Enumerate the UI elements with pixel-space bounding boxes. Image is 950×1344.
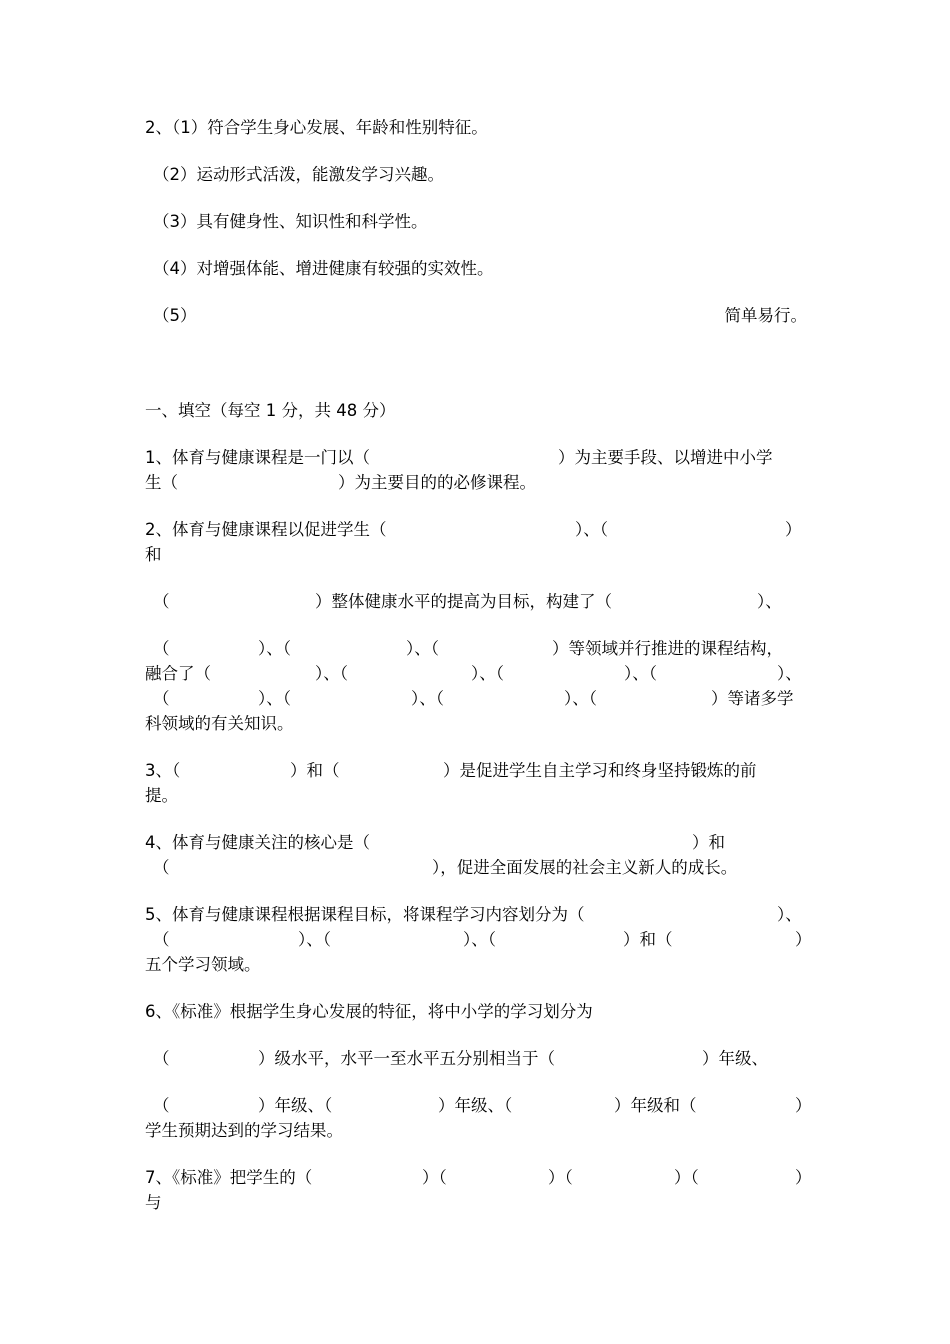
q2-text-i5: ）、 bbox=[777, 664, 802, 683]
q3-text-b: ）和（ bbox=[290, 761, 340, 780]
q2-line-2: 和 bbox=[145, 545, 162, 564]
q5-text-c1: （ bbox=[153, 930, 170, 949]
q2-text-h1: （ bbox=[153, 639, 170, 658]
q5-text-c3: ）、（ bbox=[463, 930, 496, 949]
q2-text-e: （ bbox=[153, 592, 170, 611]
criteria-item-5 bbox=[153, 304, 807, 328]
q2-text-g: ）、 bbox=[757, 592, 782, 611]
q1-line-1 bbox=[145, 446, 807, 470]
q2-text-b: ）、（ bbox=[575, 520, 608, 539]
q5-line-3: 五个学习领域。 bbox=[145, 955, 261, 974]
q6-text-c4: ）年级和（ bbox=[614, 1096, 697, 1115]
q3-line-2: 提。 bbox=[145, 786, 178, 805]
q2-line-5 bbox=[145, 662, 807, 686]
q5-text-c4: ）和（ bbox=[623, 930, 673, 949]
q5-text-c2: ）、（ bbox=[298, 930, 331, 949]
q2-text-a: 2、体育与健康课程以促进学生（ bbox=[145, 520, 387, 539]
q1-text-a: 1、体育与健康课程是一门以（ bbox=[145, 448, 370, 467]
q2-line-4 bbox=[145, 637, 807, 661]
q7-line-1 bbox=[145, 1166, 812, 1190]
q7-text-a2: ）（ bbox=[422, 1168, 447, 1187]
q2-text-h2: ）、（ bbox=[258, 639, 291, 658]
q6-line-3 bbox=[145, 1094, 812, 1118]
q6-line-1: 6、《标准》根据学生身心发展的特征，将中小学的学习划分为 bbox=[145, 1002, 593, 1021]
q2-text-j4: ）、（ bbox=[564, 689, 597, 708]
q3-line-1 bbox=[145, 759, 807, 783]
section-heading: 一、填空（每空 1 分，共 48 分） bbox=[145, 401, 396, 420]
q7-text-a1: 7、《标准》把学生的（ bbox=[145, 1168, 313, 1187]
q1-line-2 bbox=[145, 471, 807, 495]
criteria-item-3: （3）具有健身性、知识性和科学性。 bbox=[153, 212, 428, 231]
q2-text-i2: ）、（ bbox=[315, 664, 348, 683]
q2-line-7: 科领域的有关知识。 bbox=[145, 714, 294, 733]
q4-text-b: ）和 bbox=[692, 833, 725, 852]
q3-text-a: 3、（ bbox=[145, 761, 181, 780]
q4-line-2 bbox=[145, 856, 807, 880]
q2-text-j2: ）、（ bbox=[258, 689, 291, 708]
q2-text-j3: ）、（ bbox=[411, 689, 444, 708]
q6-text-c1: （ bbox=[153, 1096, 170, 1115]
q6-text-b1: （ bbox=[153, 1049, 170, 1068]
q4-text-a: 4、体育与健康关注的核心是（ bbox=[145, 833, 370, 852]
q3-text-c: ）是促进学生自主学习和终身坚持锻炼的前 bbox=[443, 761, 757, 780]
criteria-item-1: 2、（1）符合学生身心发展、年龄和性别特征。 bbox=[145, 118, 488, 137]
q2-text-h4: ）等领域并行推进的课程结构， bbox=[552, 639, 783, 658]
q6-text-c3: ）年级、（ bbox=[438, 1096, 513, 1115]
q2-line-6 bbox=[145, 687, 807, 711]
q4-text-d: ），促进全面发展的社会主义新人的成长。 bbox=[432, 858, 738, 877]
q2-text-h3: ）、（ bbox=[406, 639, 439, 658]
q1-text-d: ）为主要目的的必修课程。 bbox=[338, 473, 536, 492]
q1-text-b: ）为主要手段、以增进中小学 bbox=[558, 448, 773, 467]
q2-text-i1: 融合了（ bbox=[145, 664, 211, 683]
q2-line-1 bbox=[145, 518, 807, 542]
q6-text-c2: ）年级、（ bbox=[258, 1096, 333, 1115]
q6-line-4: 学生预期达到的学习结果。 bbox=[145, 1121, 343, 1140]
q7-line-2: 与 bbox=[145, 1193, 162, 1212]
q2-text-i3: ）、（ bbox=[471, 664, 504, 683]
q2-text-f: ）整体健康水平的提高为目标，构建了（ bbox=[315, 592, 612, 611]
q2-text-j1: （ bbox=[153, 689, 170, 708]
criteria-item-2: （2）运动形式活泼，能激发学习兴趣。 bbox=[153, 165, 444, 184]
q2-line-3 bbox=[145, 590, 807, 614]
q2-text-i4: ）、（ bbox=[624, 664, 657, 683]
q2-text-j5: ）等诸多学 bbox=[711, 689, 794, 708]
q5-text-c5: ） bbox=[795, 930, 812, 949]
q6-text-b2: ）级水平，水平一至水平五分别相当于（ bbox=[258, 1049, 555, 1068]
criteria-item-5-text: 简单易行。 bbox=[724, 306, 807, 325]
q5-text-b: ）、 bbox=[777, 905, 802, 924]
q1-text-c: 生（ bbox=[145, 473, 178, 492]
q5-text-a: 5、体育与健康课程根据课程目标，将课程学习内容划分为（ bbox=[145, 905, 585, 924]
criteria-item-5-number: （5） bbox=[153, 306, 197, 325]
q7-text-a3: ）（ bbox=[548, 1168, 573, 1187]
criteria-item-4: （4）对增强体能、增进健康有较强的实效性。 bbox=[153, 259, 494, 278]
q7-text-a4: ）（ bbox=[674, 1168, 699, 1187]
q5-line-1 bbox=[145, 903, 807, 927]
q5-line-2 bbox=[145, 928, 812, 952]
q6-text-b3: ）年级、 bbox=[702, 1049, 768, 1068]
q4-line-1 bbox=[145, 831, 807, 855]
q7-text-a5: ） bbox=[795, 1168, 812, 1187]
q2-text-c: ） bbox=[785, 520, 802, 539]
q4-text-c: （ bbox=[153, 858, 170, 877]
q6-text-c5: ） bbox=[795, 1096, 812, 1115]
q6-line-2 bbox=[145, 1047, 807, 1071]
